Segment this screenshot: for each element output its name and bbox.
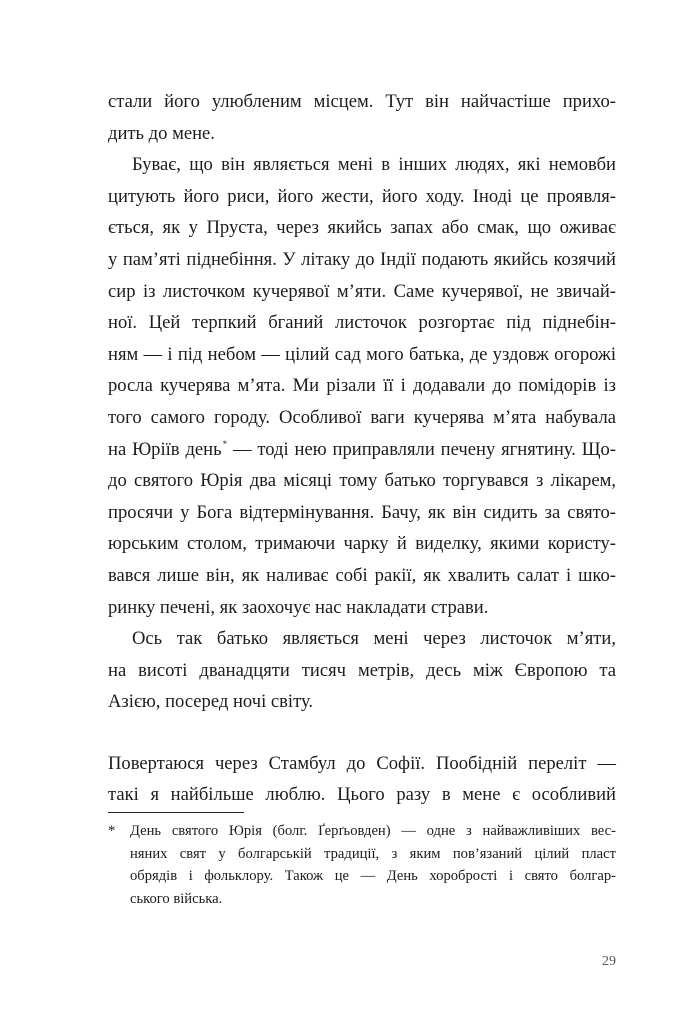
text-line: юрським столом, тримаючи чарку й виделку, якими користу- bbox=[108, 533, 616, 555]
text-line-with-footnote bbox=[108, 434, 616, 466]
text-fragment: на Юріїв день bbox=[108, 438, 222, 460]
text-line: цитують його риси, його жести, його ходу. Іноді це проявля- bbox=[108, 185, 616, 207]
text-line: ної. Цей терпкий бганий листочок розгортає під піднебін- bbox=[108, 312, 616, 334]
footnote-line: няних свят у болгарській традиції, з яким пов’язаний цілий пласт bbox=[130, 845, 616, 862]
text-line: росла кучерява м’ята. Ми різали її і додавали до помідорів із bbox=[108, 375, 616, 397]
text-fragment: — тоді нею приправляли печену ягнятину. Що- bbox=[227, 438, 616, 460]
text-line: дить до мене. bbox=[108, 122, 215, 144]
text-line: Азією, посеред ночі світу. bbox=[108, 691, 314, 713]
text-line: у пам’яті піднебіння. У літаку до Індії подають якийсь козячий bbox=[108, 248, 616, 270]
footnote-reference: * bbox=[222, 438, 228, 449]
text-line: такі я найбільше люблю. Цього разу в мене є особливий bbox=[108, 784, 616, 806]
section-gap bbox=[108, 718, 616, 748]
text-line: до святого Юрія два місяці тому батько торгувався з лікарем, bbox=[108, 470, 616, 492]
footnote-line: обрядів і фольклору. Також це — День хоробрості і свято болгар- bbox=[130, 868, 616, 885]
text-line: ється, як у Пруста, через якийсь запах або смак, що оживає bbox=[108, 217, 616, 239]
text-line: Буває, що він являється мені в інших людях, які немовби bbox=[132, 154, 616, 176]
text-line: вався лише він, як наливає собі ракії, як хвалить салат і шко- bbox=[108, 564, 616, 586]
text-line: на висоті дванадцяти тисяч метрів, десь між Європою та bbox=[108, 659, 616, 681]
footnote-line bbox=[108, 820, 616, 843]
main-text bbox=[108, 86, 616, 811]
text-line: Повертаюся через Стамбул до Софії. Пообідній переліт — bbox=[108, 752, 616, 774]
footnote-text: День святого Юрія (болг. Ґерґьовден) — одне з найважливіших вес- bbox=[130, 823, 616, 839]
text-line: стали його улюбленим місцем. Тут він найчастіше прихо- bbox=[108, 91, 616, 112]
footnote-divider bbox=[108, 812, 244, 813]
text-line: того самого городу. Особливої ваги кучерява м’ята набувала bbox=[108, 406, 616, 428]
text-line: Ось так батько являється мені через листочок м’яти, bbox=[132, 628, 616, 650]
footnote bbox=[108, 820, 616, 910]
footnote-marker: * bbox=[108, 823, 116, 839]
page-number: 29 bbox=[602, 954, 616, 969]
footnote-line: ського війська. bbox=[130, 890, 223, 907]
text-line: сир із листочком кучерявої м’яти. Саме кучерявої, не звичай- bbox=[108, 280, 616, 302]
text-line: ням — і під небом — цілий сад мого батька, де уздовж огорожі bbox=[108, 343, 616, 365]
text-line: ринку печені, як заохочує нас накладати страви. bbox=[108, 596, 489, 618]
text-line: просячи у Бога відтермінування. Бачу, як він сидить за свято- bbox=[108, 501, 616, 523]
